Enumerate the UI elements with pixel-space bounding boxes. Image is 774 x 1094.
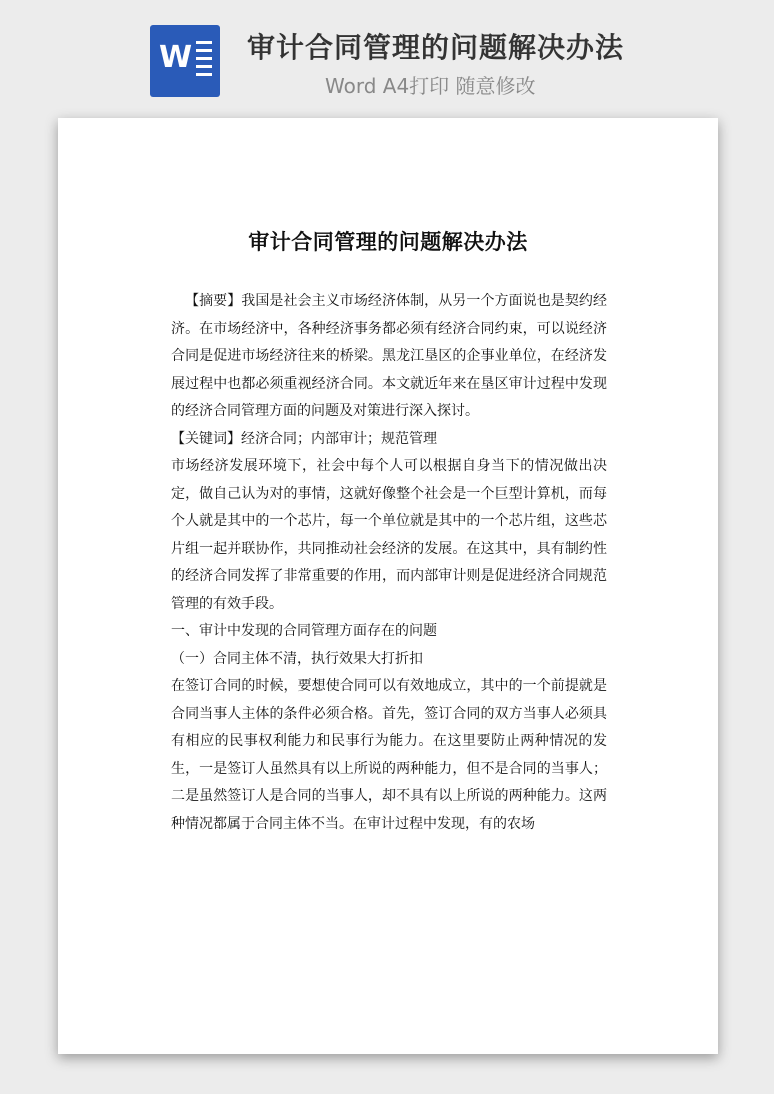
abstract-paragraph: 【摘要】我国是社会主义市场经济体制，从另一个方面说也是契约经济。在市场经济中，各种经济事务都必须有经济合同约束，可以说经济合同是促进市场经济往来的桥梁。黑龙江垦区的企事业单位，在经济发展过程中也都必须重视经济合同。本文就近年来在垦区审计过程中发现的经济合同管理方面的问题及对策进行深入探讨。 [171,293,607,419]
body-paragraph: 市场经济发展环境下，社会中每个人可以根据自身当下的情况做出决定，做自己认为对的事情，这就好像整个社会是一个巨型计算机，而每个人就是其中的一个芯片，每一个单位就是其中的一个芯片组，这些芯片组一起并联协作，共同推动社会经济的发展。在这其中，具有制约性的经济合同发挥了非常重要的作用，而内部审计则是促进经济合同规范管理的有效手段。 [171,458,607,612]
word-document-icon [150,25,220,97]
header [0,0,774,110]
section-heading: 一、审计中发现的合同管理方面存在的问题 [171,623,437,639]
body-paragraph: 在签订合同的时候，要想使合同可以有效地成立，其中的一个前提就是合同当事人主体的条件必须合格。首先，签订合同的双方当事人必须具有相应的民事权利能力和民事行为能力。在这里要防止两种情况的发生，一是签订人虽然具有以上所说的两种能力，但不是合同的当事人；二是虽然签订人是合同的当事人，却不具有以上所说的两种能力。这两种情况都属于合同主体不当。在审计过程中发现，有的农场 [171,678,607,832]
keywords-paragraph: 【关键词】经济合同；内部审计；规范管理 [171,430,437,447]
word-icon-lines [196,41,212,81]
document-page [58,118,718,1054]
header-title: 审计合同管理的问题解决办法 [247,31,625,64]
word-icon-letter: W [159,40,193,75]
document-title: 审计合同管理的问题解决办法 [248,229,528,254]
document-body [171,288,607,838]
header-subtitle: Word A4打印 随意修改 [325,74,536,98]
subsection-heading: （一）合同主体不清，执行效果大打折扣 [171,650,423,667]
